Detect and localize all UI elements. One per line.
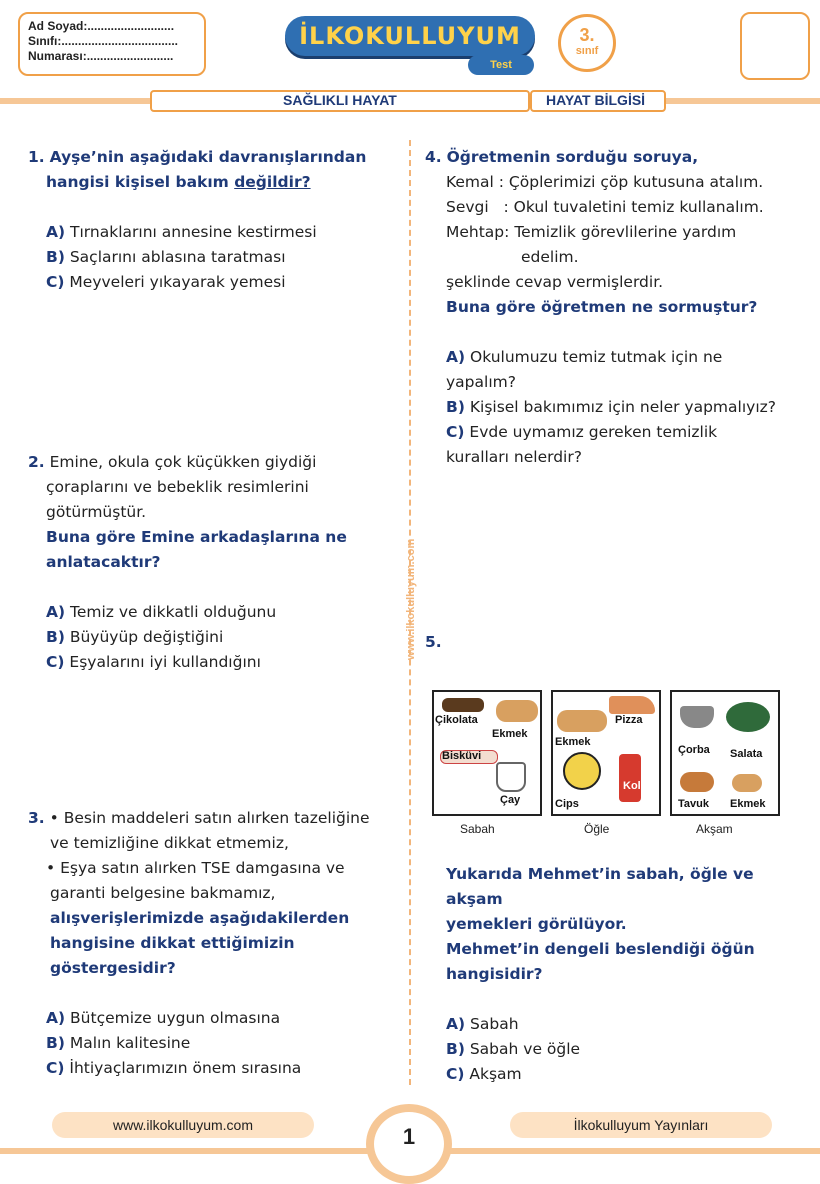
food-label: Pizza xyxy=(615,714,643,726)
q2-ask1: Buna göre Emine arkadaşlarına ne xyxy=(46,528,347,546)
option-text: Sabah xyxy=(470,1015,519,1033)
food-label: Ekmek xyxy=(492,728,528,740)
option-text: Evde uymamız gereken temizlik xyxy=(469,423,718,441)
q1-option-c[interactable] xyxy=(28,270,398,295)
bread-icon xyxy=(732,774,762,792)
footer-website[interactable]: www.ilkokulluyum.com xyxy=(52,1112,314,1138)
q4-stem: Öğretmenin sorduğu soruya, xyxy=(446,148,699,166)
q3-ask2: hangisine dikkat ettiğimizin göstergesidir? xyxy=(50,934,295,977)
q1-negation: değildir? xyxy=(234,173,311,191)
option-text: Meyveleri yıkayarak yemesi xyxy=(69,273,286,291)
option-letter: C) xyxy=(446,423,465,441)
q3-line3: • Eşya satın alırken TSE damgasına ve xyxy=(46,859,345,877)
q2-option-b[interactable] xyxy=(28,625,398,650)
food-label: Ekmek xyxy=(555,736,591,748)
class-line: Sınıfı:................................... xyxy=(28,34,179,48)
q4-tail: şeklinde cevap vermişlerdir. xyxy=(446,273,664,291)
q1-option-a[interactable] xyxy=(28,220,398,245)
option-letter: A) xyxy=(46,1009,66,1027)
q4-answer-cont: edelim. xyxy=(521,248,579,266)
option-text: Temiz ve dikkatli olduğunu xyxy=(70,603,277,621)
option-letter: B) xyxy=(446,398,465,416)
meal-caption-sabah: Sabah xyxy=(460,822,495,836)
answer-text: Temizlik görevlilerine yardım xyxy=(514,223,737,241)
separator: : xyxy=(504,223,515,241)
option-text: Okulumuzu temiz tutmak için ne xyxy=(470,348,723,366)
q2-option-c[interactable] xyxy=(28,650,398,675)
option-letter: B) xyxy=(46,248,65,266)
option-text: Saçlarını ablasına taratması xyxy=(69,248,286,266)
q5-ask3: Mehmet’in dengeli beslendiği öğün xyxy=(446,940,755,958)
food-label: Ekmek xyxy=(730,798,766,810)
food-label: Bisküvi xyxy=(442,750,482,762)
option-letter: B) xyxy=(46,1034,65,1052)
q4-option-b[interactable] xyxy=(425,395,805,420)
salad-icon xyxy=(726,702,770,732)
bread-icon xyxy=(557,710,607,732)
student-name: Sevgi xyxy=(446,198,489,216)
option-letter: A) xyxy=(46,223,66,241)
student-info-box xyxy=(18,12,206,76)
test-badge: Test xyxy=(468,55,534,75)
q2-ask2: anlatacaktır? xyxy=(46,553,161,571)
q4-answer-mehtap xyxy=(425,220,805,245)
soup-bowl-icon xyxy=(680,706,714,728)
page-number-badge xyxy=(366,1104,452,1184)
q2-line1: Emine, okula çok küçükken giydiği xyxy=(49,453,317,471)
logo-text: İLKOKULLUYUM xyxy=(299,22,521,50)
watermark xyxy=(402,500,420,660)
watermark-text: www.ilkokulluyum.com xyxy=(405,538,417,660)
option-text: Kişisel bakımımız için neler yapmalıyız? xyxy=(469,398,776,416)
option-text-cont: yapalım? xyxy=(446,373,516,391)
option-text: Bütçemize uygun olmasına xyxy=(70,1009,281,1027)
cola-can-icon xyxy=(619,754,641,802)
option-text: Tırnaklarını annesine kestirmesi xyxy=(70,223,317,241)
q4-number: 4. xyxy=(425,148,442,166)
question-3 xyxy=(28,806,403,1081)
separator: : xyxy=(488,198,514,216)
q5-option-a[interactable] xyxy=(446,1012,806,1037)
q5-ask2: yemekleri görülüyor. xyxy=(446,915,627,933)
chocolate-icon xyxy=(442,698,484,712)
option-letter: C) xyxy=(446,1065,465,1083)
topic-title: SAĞLIKLI HAYAT xyxy=(283,92,397,108)
q1-number: 1. xyxy=(28,148,45,166)
footer-publisher: İlkokulluyum Yayınları xyxy=(510,1112,772,1138)
food-label: Kola xyxy=(623,780,647,792)
topic-ribbon xyxy=(0,90,820,112)
option-text: Akşam xyxy=(469,1065,522,1083)
bread-icon xyxy=(496,700,538,722)
q5-number: 5. xyxy=(425,633,442,651)
answer-text: Okul tuvaletini temiz kullanalım. xyxy=(513,198,764,216)
option-letter: A) xyxy=(46,603,66,621)
option-letter: C) xyxy=(46,1059,65,1077)
food-label: Çorba xyxy=(678,744,710,756)
meal-box-aksam xyxy=(670,690,780,816)
meal-box-sabah xyxy=(432,690,542,816)
grade-badge xyxy=(558,14,616,72)
score-box xyxy=(740,12,810,80)
logo xyxy=(285,16,535,56)
food-label: Salata xyxy=(730,748,763,760)
q1-option-b[interactable] xyxy=(28,245,398,270)
question-1 xyxy=(28,145,398,295)
q5-ask1: Yukarıda Mehmet’in sabah, öğle ve akşam xyxy=(446,865,754,908)
meal-box-ogle xyxy=(551,690,661,816)
food-label: Cips xyxy=(555,798,579,810)
q3-line2: ve temizliğine dikkat etmemiz, xyxy=(50,834,289,852)
number-line: Numarası:.......................... xyxy=(28,49,174,63)
meal-caption-aksam: Akşam xyxy=(696,822,733,836)
option-letter: A) xyxy=(446,348,466,366)
question-5-text xyxy=(446,862,806,1087)
meal-caption-ogle: Öğle xyxy=(584,822,610,836)
chips-icon xyxy=(563,752,601,790)
option-letter: C) xyxy=(46,273,65,291)
q2-line2: çoraplarını ve bebeklik resimlerini xyxy=(46,478,309,496)
separator: : xyxy=(493,173,509,191)
question-4 xyxy=(425,145,805,470)
q3-line1: • Besin maddeleri satın alırken tazeliğine xyxy=(49,809,370,827)
q3-line4: garanti belgesine bakmamız, xyxy=(50,884,276,902)
q3-option-a[interactable] xyxy=(28,1006,403,1031)
q3-number: 3. xyxy=(28,809,45,827)
option-letter: C) xyxy=(46,653,65,671)
q5-option-b[interactable] xyxy=(446,1037,806,1062)
grade-word: sınıf xyxy=(575,45,599,57)
option-letter: B) xyxy=(446,1040,465,1058)
q4-ask: Buna göre öğretmen ne sormuştur? xyxy=(446,298,758,316)
pizza-icon xyxy=(609,696,655,714)
q4-answer-sevgi xyxy=(425,195,805,220)
q5-number-wrap xyxy=(425,630,442,655)
page-number: 1 xyxy=(402,1124,416,1149)
food-label: Çay xyxy=(500,794,521,806)
q1-stem-line1: Ayşe’nin aşağıdaki davranışlarından xyxy=(49,148,367,166)
grade-number: 3. xyxy=(579,25,595,45)
chicken-icon xyxy=(680,772,714,792)
food-label: Çikolata xyxy=(435,714,478,726)
option-text: Eşyalarını iyi kullandığını xyxy=(69,653,261,671)
q3-option-c[interactable] xyxy=(28,1056,403,1081)
name-line: Ad Soyad:.......................... xyxy=(28,19,175,33)
tea-cup-icon xyxy=(496,762,526,792)
option-text: Büyüyüp değiştiğini xyxy=(69,628,224,646)
q3-ask1: alışverişlerimizde aşağıdakilerden xyxy=(50,909,350,927)
q1-stem-line2: hangisi kişisel bakım xyxy=(46,173,235,191)
answer-text: Çöplerimizi çöp kutusuna atalım. xyxy=(508,173,764,191)
q4-option-a[interactable] xyxy=(425,345,805,395)
question-2 xyxy=(28,450,398,675)
q5-ask4: hangisidir? xyxy=(446,965,543,983)
option-text-cont: kuralları nelerdir? xyxy=(446,448,582,466)
q4-answer-kemal xyxy=(425,170,805,195)
q4-option-c[interactable] xyxy=(425,420,805,470)
option-text: İhtiyaçlarımızın önem sırasına xyxy=(69,1059,302,1077)
q3-option-b[interactable] xyxy=(28,1031,403,1056)
q2-line3: götürmüştür. xyxy=(46,503,147,521)
q5-option-c[interactable] xyxy=(446,1062,806,1087)
student-name: Mehtap xyxy=(446,223,505,241)
q2-option-a[interactable] xyxy=(28,600,398,625)
food-label: Tavuk xyxy=(678,798,709,810)
student-name: Kemal xyxy=(446,173,494,191)
option-letter: B) xyxy=(46,628,65,646)
q2-number: 2. xyxy=(28,453,45,471)
option-text: Sabah ve öğle xyxy=(469,1040,581,1058)
option-text: Malın kalitesine xyxy=(69,1034,191,1052)
subject-title: HAYAT BİLGİSİ xyxy=(546,92,646,108)
option-letter: A) xyxy=(446,1015,466,1033)
